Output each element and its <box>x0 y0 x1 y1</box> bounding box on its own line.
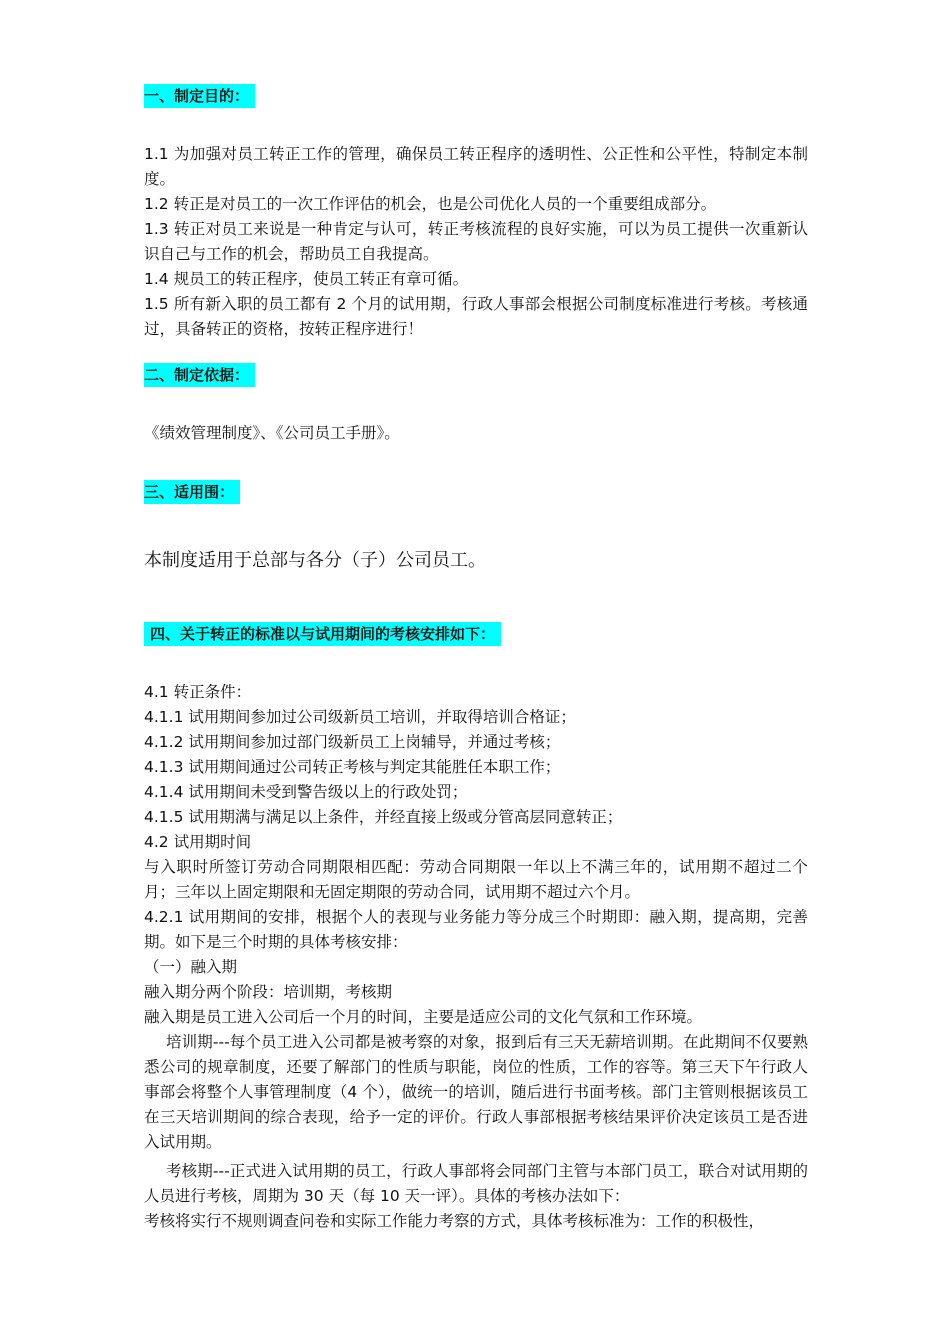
training-period-text: 培训期---每个员工进入公司都是被考察的对象，报到后有三天无薪培训期。在此期间不仅要熟悉公司的规章制度，还要了解部门的性质与职能，岗位的性质，工作的容等。第三天下午行政人事部会将整个人事管理制度（4 个），做统一的培训，随后进行书面考核。部门主管则根据该员工在三天培训期间的综合表现，给予一定的评价。行政人事部根据考核结果评价决定该员工是否进入试用期。 <box>144 1033 808 1151</box>
clause-4-1: 4.1 转正条件： <box>144 683 252 701</box>
clause-1-2: 1.2 转正是对员工的一次工作评估的机会，也是公司优化人员的一个重要组成部分。 <box>144 195 717 213</box>
clause-4-1-5: 4.1.5 试用期满与满足以上条件，并经直接上级或分管高层同意转正； <box>144 808 623 826</box>
clause-4-1-1: 4.1.1 试用期间参加过公司级新员工培训，并取得培训合格证； <box>144 708 576 726</box>
clause-1-5: 1.5 所有新入职的员工都有 2 个月的试用期，行政人事部会根据公司制度标准进行考核。考核通过，具备转正的资格，按转正程序进行！ <box>144 295 808 338</box>
clause-1-1: 1.1 为加强对员工转正工作的管理，确保员工转正程序的透明性、公正性和公平性，特制定本制度。 <box>144 145 808 188</box>
scope-text: 本制度适用于总部与各分（子）公司员工。 <box>144 550 486 571</box>
clause-4-1-4: 4.1.4 试用期间未受到警告级以上的行政处罚； <box>144 783 468 801</box>
section-4-heading: 四、关于转正的标准以与试用期间的考核安排如下： <box>144 622 501 646</box>
section-1-body <box>144 142 808 342</box>
phase-1-description: 融入期是员工进入公司后一个月的时间，主要是适应公司的文化气氛和工作环境。 <box>144 1008 703 1026</box>
assessment-criteria-text: 考核将实行不规则调查问卷和实际工作能力考察的方式，具体考核标准为：工作的积极性， <box>144 1212 765 1230</box>
clause-4-2-1: 4.2.1 试用期间的安排，根据个人的表现与业务能力等分成三个时期即：融入期，提高期，完善期。如下是三个时期的具体考核安排： <box>144 908 808 951</box>
clause-1-3: 1.3 转正对员工来说是一种肯定与认可，转正考核流程的良好实施，可以为员工提供一次重新认识自己与工作的机会，帮助员工自我提高。 <box>144 220 808 263</box>
clause-4-1-2: 4.1.2 试用期间参加过部门级新员工上岗辅导，并通过考核； <box>144 733 561 751</box>
clause-4-2: 4.2 试用期时间 <box>144 833 252 851</box>
clause-4-1-3: 4.1.3 试用期间通过公司转正考核与判定其能胜任本职工作； <box>144 758 561 776</box>
section-4-body <box>144 680 808 1234</box>
phase-1-title: （一）融入期 <box>144 958 238 976</box>
phase-1-stages: 融入期分两个阶段：培训期，考核期 <box>144 983 393 1001</box>
section-2-heading: 二、制定依据： <box>144 363 255 387</box>
basis-text: 《绩效管理制度》、《公司员工手册》。 <box>144 424 400 442</box>
clause-1-4: 1.4 规员工的转正程序，使员工转正有章可循。 <box>144 270 469 288</box>
section-2-body <box>144 421 808 446</box>
section-1-heading: 一、制定目的： <box>144 84 255 108</box>
probation-length-text: 与入职时所签订劳动合同期限相匹配：劳动合同期限一年以上不满三年的，试用期不超过二个月；三年以上固定期限和无固定期限的劳动合同，试用期不超过六个月。 <box>144 858 808 901</box>
section-3-heading: 三、适用围： <box>144 480 240 504</box>
assessment-period-text: 考核期---正式进入试用期的员工，行政人事部将会同部门主管与本部门员工，联合对试用期的人员进行考核，周期为 30 天（每 10 天一评）。具体的考核办法如下： <box>144 1162 808 1205</box>
